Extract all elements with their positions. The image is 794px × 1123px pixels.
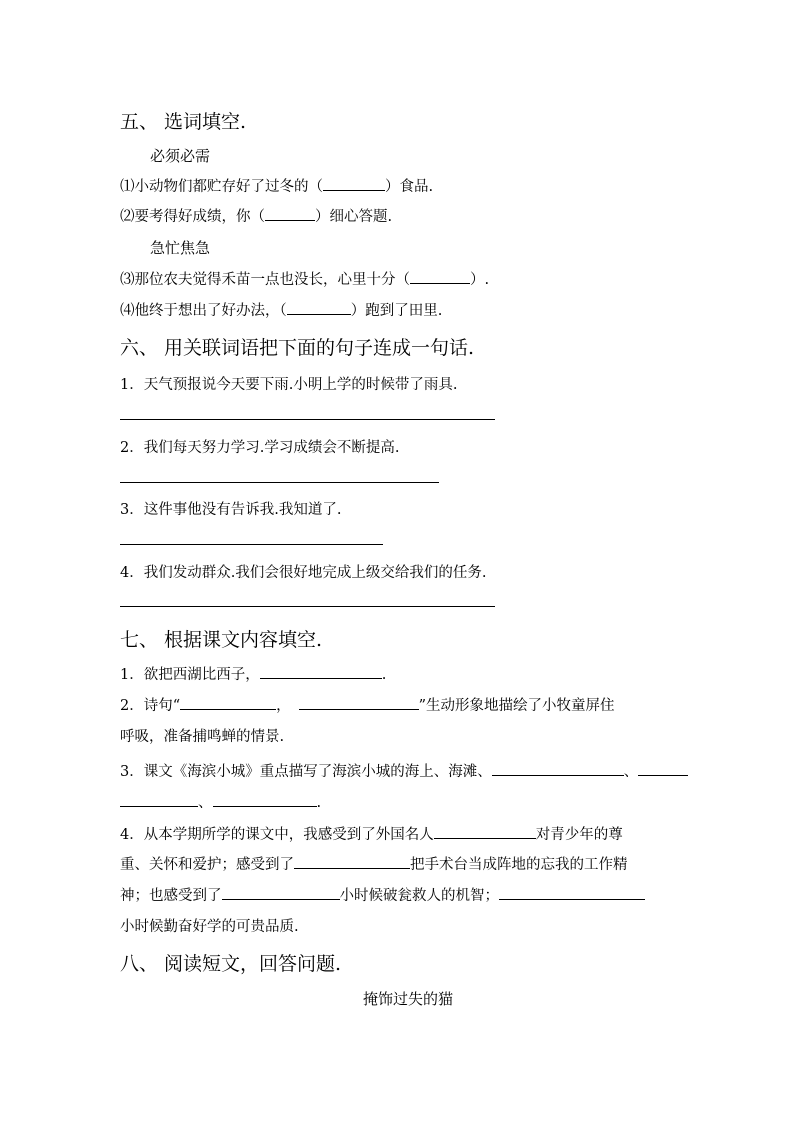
s7-q4-blank-2[interactable] bbox=[294, 854, 410, 869]
s6-answer-line-3[interactable] bbox=[120, 544, 383, 545]
section-8-heading: 八、 阅读短文，回答问题. bbox=[120, 953, 342, 975]
s5-q3-blank[interactable] bbox=[410, 269, 470, 284]
s5-question-1 bbox=[120, 175, 433, 196]
section-6-heading: 六、 用关联词语把下面的句子连成一句话. bbox=[120, 337, 475, 359]
s7-q4-text-c: 重、关怀和爱护；感受到了 bbox=[120, 857, 294, 873]
s7-question-3-line-2 bbox=[120, 791, 321, 812]
s6-question-1: 1．天气预报说今天要下雨.小明上学的时候带了雨具. bbox=[120, 377, 458, 393]
s5-q1-text-b: ）食品. bbox=[385, 179, 434, 195]
s7-q2-text-b: ， bbox=[276, 698, 291, 714]
s6-question-4: 4．我们发动群众.我们会很好地完成上级交给我们的任务. bbox=[120, 565, 487, 581]
s7-q3-text-a: 3．课文《海滨小城》重点描写了海滨小城的海上、海滩、 bbox=[120, 764, 492, 780]
s6-answer-line-1[interactable] bbox=[120, 419, 495, 420]
s7-q3-blank-1[interactable] bbox=[492, 761, 624, 776]
s7-q3-blank-2a[interactable] bbox=[638, 761, 688, 776]
s7-question-1 bbox=[120, 663, 386, 684]
s7-q4-text-b: 对青少年的尊 bbox=[535, 827, 623, 843]
s7-q3-text-c: 、 bbox=[198, 795, 213, 811]
word-choice-group-2: 急忙焦急 bbox=[150, 239, 211, 257]
s7-q1-text-a: 1．欲把西湖比西子， bbox=[120, 667, 260, 683]
s7-q4-text-e: 神；也感受到了 bbox=[120, 888, 222, 904]
s7-q4-text-d: 把手术台当成阵地的忘我的工作精 bbox=[410, 857, 628, 873]
s7-q3-blank-3[interactable] bbox=[213, 792, 317, 807]
s7-q1-blank[interactable] bbox=[260, 664, 382, 679]
section-7-heading: 七、 根据课文内容填空. bbox=[120, 629, 323, 651]
s7-q2-blank-2[interactable] bbox=[299, 695, 419, 710]
s7-question-3-line-1 bbox=[120, 760, 688, 781]
s7-question-2-line-2: 呼吸，准备捕鸣蝉的情景. bbox=[120, 729, 285, 745]
s7-q2-text-c: ”生动形象地描绘了小牧童屏住 bbox=[418, 698, 615, 714]
s7-q4-text-f: 小时候破瓮救人的机智； bbox=[339, 888, 499, 904]
s5-q2-text-b: ）细心答题. bbox=[315, 209, 393, 225]
s5-question-3 bbox=[120, 268, 489, 289]
s7-q1-text-b: . bbox=[381, 667, 387, 683]
s7-question-4-line-2 bbox=[120, 853, 628, 874]
s7-q4-blank-1[interactable] bbox=[434, 824, 536, 839]
s7-q3-blank-2b[interactable] bbox=[120, 792, 198, 807]
s7-q4-text-a: 4．从本学期所学的课文中，我感受到了外国名人 bbox=[120, 827, 434, 843]
s7-question-2-line-1 bbox=[120, 694, 615, 715]
s6-question-2: 2．我们每天努力学习.学习成绩会不断提高. bbox=[120, 440, 400, 456]
s5-q1-text-a: ⑴小动物们都贮存好了过冬的（ bbox=[120, 179, 323, 195]
s7-q3-text-b: 、 bbox=[623, 764, 639, 780]
s6-answer-line-4[interactable] bbox=[120, 606, 495, 607]
reading-passage-title: 掩饰过失的猫 bbox=[363, 990, 454, 1008]
s7-q2-blank-1[interactable] bbox=[180, 695, 276, 710]
s7-q2-text-a: 2．诗句“ bbox=[120, 698, 181, 714]
s7-q4-blank-4[interactable] bbox=[499, 885, 645, 900]
s5-q2-text-a: ⑵要考得好成绩，你（ bbox=[120, 209, 265, 225]
s6-answer-line-2[interactable] bbox=[120, 482, 439, 483]
s7-question-4-line-1 bbox=[120, 823, 623, 844]
s6-question-3: 3．这件事他没有告诉我.我知道了. bbox=[120, 502, 342, 518]
s5-q2-blank[interactable] bbox=[265, 206, 315, 221]
s5-q4-text-b: ）跑到了田里. bbox=[350, 303, 443, 319]
s5-question-2 bbox=[120, 205, 392, 226]
s5-q1-blank[interactable] bbox=[323, 176, 385, 191]
word-choice-group-1: 必须必需 bbox=[150, 147, 211, 165]
section-5-heading: 五、 选词填空. bbox=[120, 111, 247, 133]
s5-question-4 bbox=[120, 299, 442, 320]
s7-q4-blank-3[interactable] bbox=[222, 885, 340, 900]
s5-q4-text-a: ⑷他终于想出了好办法，（ bbox=[120, 303, 287, 319]
s5-q4-blank[interactable] bbox=[287, 300, 351, 315]
s5-q3-text-a: ⑶那位农夫觉得禾苗一点也没长，心里十分（ bbox=[120, 272, 410, 288]
s5-q3-text-b: ）. bbox=[470, 272, 490, 288]
s7-question-4-line-4: 小时候勤奋好学的可贵品质. bbox=[120, 919, 299, 935]
s7-q3-text-d: . bbox=[316, 795, 322, 811]
s7-question-4-line-3 bbox=[120, 884, 645, 905]
